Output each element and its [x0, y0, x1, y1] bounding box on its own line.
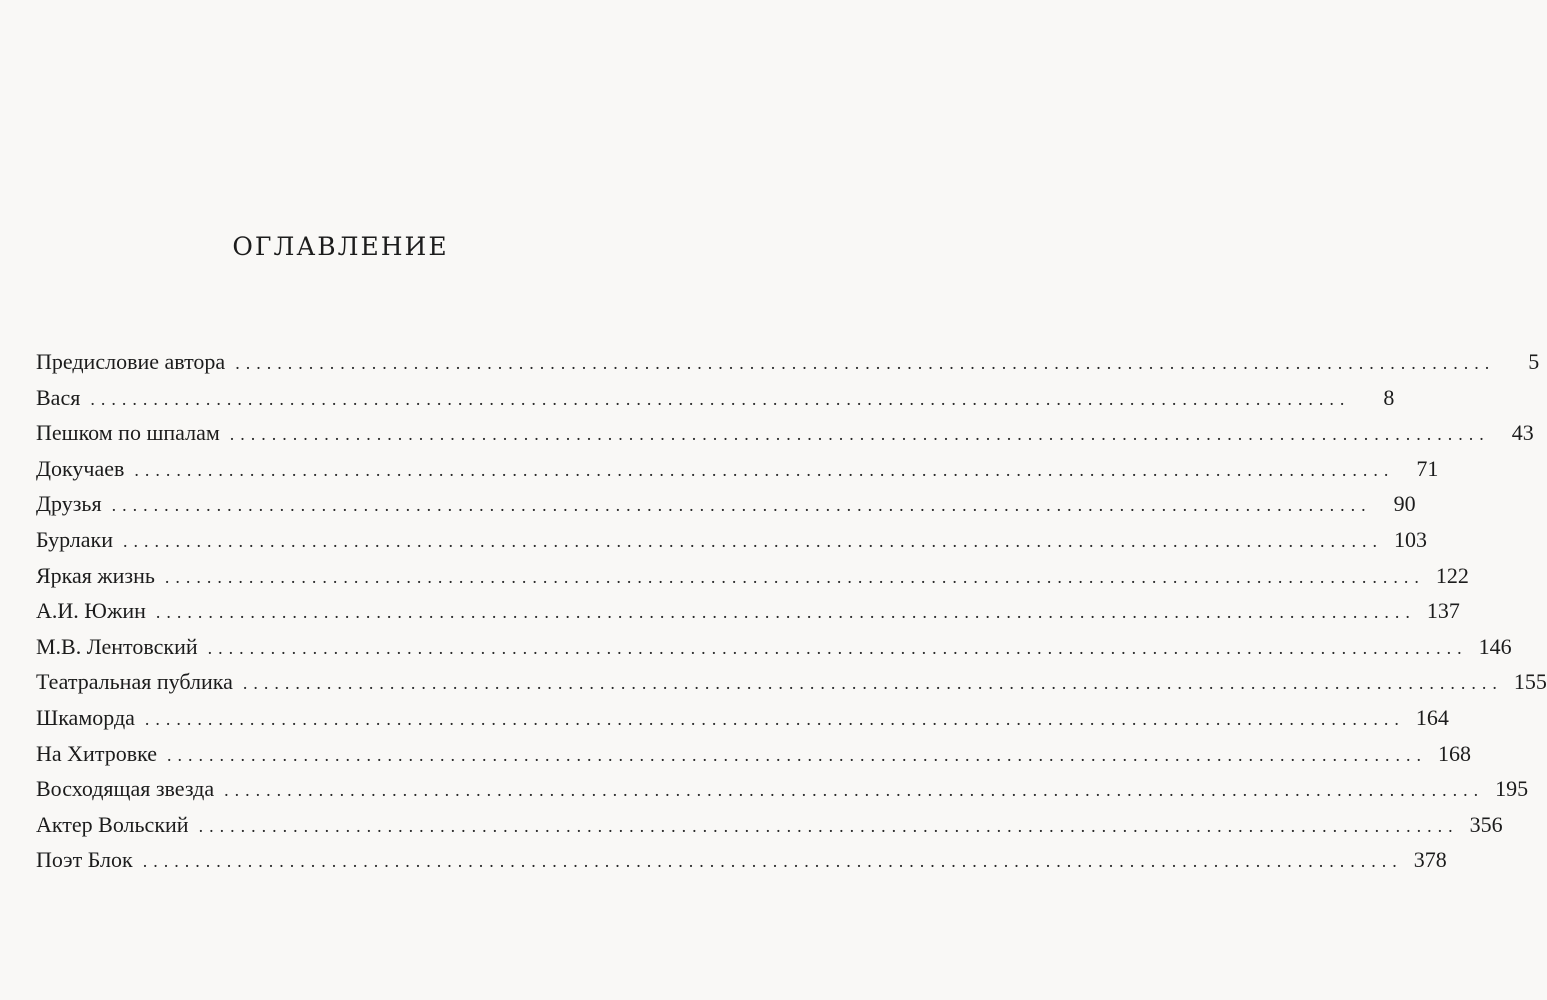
- toc-entry-title: Восходящая звезда: [36, 776, 215, 802]
- toc-entry: [36, 415, 1534, 451]
- toc-entry: [36, 522, 1427, 558]
- toc-dot-leader: ........................................................................................................................: [235, 353, 1496, 373]
- toc-dot-leader: ........................................................................................................................: [144, 708, 1405, 729]
- toc-entry: [36, 664, 1547, 700]
- toc-entry-title: Яркая жизнь: [36, 562, 155, 588]
- toc-dot-leader: ........................................................................................................................: [207, 637, 1468, 658]
- toc-entry: [36, 451, 1439, 487]
- toc-entry-title: Друзья: [36, 491, 102, 517]
- toc-page-number: 71: [1416, 455, 1439, 481]
- toc-entry: [36, 486, 1416, 522]
- toc-page-number: 43: [1511, 420, 1534, 446]
- toc-dot-leader: ........................................................................................................................: [164, 566, 1425, 587]
- toc-entry-title: М.В. Лентовский: [36, 633, 198, 659]
- toc-entry-title: Бурлаки: [36, 526, 113, 552]
- toc-dot-leader: ........................................................................................................................: [90, 388, 1351, 409]
- toc-entry-title: А.И. Южин: [36, 598, 146, 624]
- toc-page-number: 356: [1469, 811, 1503, 837]
- toc-page-number: 146: [1478, 633, 1512, 659]
- toc-dot-leader: ........................................................................................................................: [123, 530, 1383, 551]
- toc-page-number: 90: [1393, 491, 1416, 517]
- toc-entry-title: Докучаев: [36, 455, 125, 481]
- toc-dot-leader: ........................................................................................................................: [134, 459, 1395, 480]
- toc-entry: [36, 629, 1512, 665]
- toc-entry: [36, 558, 1469, 594]
- toc-entry-title: Пешком по шпалам: [36, 420, 220, 446]
- toc-entry-title: Театральная публика: [36, 669, 233, 695]
- toc-page-number: 5: [1528, 349, 1540, 374]
- toc-entry-title: Вася: [36, 384, 81, 410]
- toc-page-number: 168: [1438, 740, 1471, 766]
- toc-page-number: 137: [1426, 598, 1460, 624]
- toc-entry: [36, 771, 1529, 807]
- toc-page-number: 155: [1513, 669, 1547, 695]
- toc-dot-leader: ........................................................................................................................: [229, 424, 1490, 445]
- toc-page-number: 122: [1435, 562, 1469, 588]
- toc-page-number: 164: [1415, 704, 1449, 730]
- toc-dot-leader: ........................................................................................................................: [167, 744, 1427, 765]
- toc-dot-leader: ........................................................................................................................: [198, 815, 1459, 836]
- toc-entry: [36, 344, 1540, 380]
- toc-page-number: 378: [1413, 847, 1447, 873]
- toc-entry-title: Поэт Блок: [36, 847, 133, 873]
- toc-entry: [36, 807, 1503, 843]
- toc-entry-title: Предисловие автора: [36, 349, 226, 374]
- toc-dot-leader: ........................................................................................................................: [142, 851, 1403, 872]
- toc-entry: [36, 736, 1471, 772]
- toc-entry: [36, 700, 1449, 736]
- toc-dot-leader: ........................................................................................................................: [111, 495, 1372, 516]
- toc-dot-leader: ........................................................................................................................: [155, 602, 1416, 623]
- table-of-contents: [36, 344, 1547, 878]
- toc-dot-leader: ........................................................................................................................: [224, 780, 1485, 801]
- toc-page-number: 8: [1383, 384, 1395, 410]
- toc-entry: [36, 380, 1395, 416]
- toc-page-number: 103: [1394, 526, 1427, 552]
- toc-entry: [36, 593, 1460, 629]
- page-title: оглавление: [232, 224, 449, 264]
- toc-entry: [36, 842, 1447, 878]
- toc-dot-leader: ........................................................................................................................: [242, 673, 1503, 694]
- toc-page-number: 195: [1495, 776, 1529, 802]
- toc-entry-title: На Хитровке: [36, 740, 157, 766]
- toc-entry-title: Шкаморда: [36, 704, 135, 730]
- toc-entry-title: Актер Вольский: [36, 811, 189, 837]
